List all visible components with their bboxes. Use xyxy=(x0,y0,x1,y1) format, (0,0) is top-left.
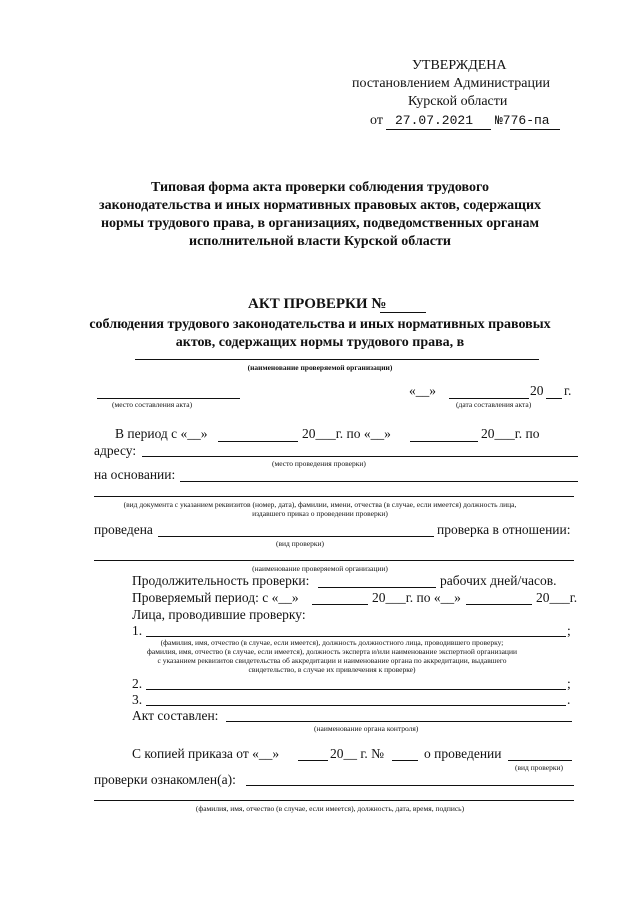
person1-line xyxy=(146,636,566,637)
person1-number: 1. xyxy=(132,623,143,638)
person3-line xyxy=(146,705,566,706)
period-from-month-line xyxy=(218,441,298,442)
person3-number: 3. xyxy=(132,692,143,707)
approval-line2: Курской области xyxy=(408,94,508,109)
persons-caption3: с указанием реквизитов свидетельства об аккредитации и наименование органа по аккредитации, выдавшего xyxy=(157,656,507,665)
persons-caption2: фамилия, имя, отчество (в случае, если имеется), должность эксперта и/или наименование экспертной организации xyxy=(147,647,517,656)
approval-from: от xyxy=(370,113,383,128)
approval-line1: постановлением Администрации xyxy=(352,76,550,91)
period-year1: 20___г. по «__» xyxy=(302,426,391,441)
person2-line xyxy=(146,689,566,690)
compiled-caption: (наименование органа контроля) xyxy=(314,724,419,733)
copy-year: 20__ г. № xyxy=(330,746,385,761)
date-caption: (дата составления акта) xyxy=(456,400,532,409)
act-number-line xyxy=(380,312,426,313)
check-type-caption: (вид проверки) xyxy=(276,539,324,548)
approval-title: УТВЕРЖДЕНА xyxy=(412,58,507,73)
heading-line4: исполнительной власти Курской области xyxy=(189,234,451,249)
check-type-line xyxy=(158,536,434,537)
conducted-right: проверка в отношении: xyxy=(437,522,571,537)
heading-line3: нормы трудового права, в организациях, подведомственных органам xyxy=(100,216,540,231)
approval-number: №776-па xyxy=(495,113,550,128)
person2-number: 2. xyxy=(132,676,143,691)
conducted-label: проведена xyxy=(94,522,153,537)
copy-person-line1 xyxy=(246,785,574,786)
copy-about: о проведении xyxy=(424,746,502,761)
address-line xyxy=(142,456,578,457)
heading-line1: Типовая форма акта проверки соблюдения трудового xyxy=(150,180,490,195)
org-caption: (наименование проверяемой организации) xyxy=(247,363,393,372)
copy-type-line xyxy=(508,760,572,761)
duration-label: Продолжительность проверки: xyxy=(132,573,310,588)
checked-org-caption: (наименование проверяемой организации) xyxy=(252,564,388,573)
person2-semicolon: ; xyxy=(567,676,571,691)
checked-org-line xyxy=(94,560,574,561)
date-quote: «__» xyxy=(409,383,436,398)
basis-caption2: издавшего приказ о проведении проверки) xyxy=(252,509,388,518)
act-sub2: актов, содержащих нормы трудового права, в xyxy=(175,335,465,350)
persons-label: Лица, проводившие проверку: xyxy=(132,607,306,622)
period-to-month-line xyxy=(410,441,478,442)
checked-period-end: 20___г. xyxy=(536,590,578,605)
approval-date-line xyxy=(386,129,491,130)
person1-semicolon: ; xyxy=(567,623,571,638)
date-year-line xyxy=(546,398,562,399)
act-title: АКТ ПРОВЕРКИ № xyxy=(248,296,387,312)
persons-caption4: свидетельство, в случае их привлечения к проверке) xyxy=(248,665,416,674)
date-year: 20 xyxy=(530,383,544,398)
period-from: В период с «__» xyxy=(115,426,208,441)
basis-caption1: (вид документа с указанием реквизитов (номер, дата), фамилии, имени, отчества (в случае, если имеется) должность лица, xyxy=(123,500,517,509)
checked-period-label: Проверяемый период: с «__» xyxy=(132,590,299,605)
address-caption: (место проведения проверки) xyxy=(272,459,366,468)
checked-period-mid: 20___г. по «__» xyxy=(372,590,461,605)
period-year2: 20___г. по xyxy=(481,426,540,441)
heading-line2: законодательства и иных нормативных правовых актов, содержащих xyxy=(98,198,542,213)
copy-person-caption: (фамилия, имя, отчество (в случае, если имеется), должность, дата, время, подпись) xyxy=(195,804,465,813)
place-caption: (место составления акта) xyxy=(112,400,193,409)
approval-date: 27.07.2021 xyxy=(395,113,474,128)
checked-period-from-line xyxy=(312,604,368,605)
place-line xyxy=(97,398,240,399)
duration-line xyxy=(318,587,436,588)
copy-person-line2 xyxy=(94,800,574,801)
basis-line1 xyxy=(180,481,578,482)
copy-label: С копией приказа от «__» xyxy=(132,746,280,761)
address-label: адресу: xyxy=(94,443,137,458)
persons-caption1: (фамилия, имя, отчество (в случае, если имеется), должность должностного лица, проводившего проверку; xyxy=(160,638,504,647)
duration-unit: рабочих дней/часов. xyxy=(440,573,557,588)
compiled-line xyxy=(226,721,572,722)
basis-label: на основании: xyxy=(94,467,176,482)
person3-dot: . xyxy=(567,692,571,707)
act-sub1: соблюдения трудового законодательства и иных нормативных правовых xyxy=(89,317,551,332)
approval-number-line xyxy=(510,129,560,130)
basis-line2 xyxy=(94,496,574,497)
date-month-line xyxy=(449,398,529,399)
copy-month-line xyxy=(298,760,328,761)
checked-period-to-line xyxy=(466,604,532,605)
copy-line2: проверки ознакомлен(а): xyxy=(94,772,236,787)
copy-number-line xyxy=(392,760,418,761)
org-line xyxy=(135,359,539,360)
compiled-label: Акт составлен: xyxy=(132,708,219,723)
date-g: г. xyxy=(564,383,572,398)
copy-type-caption: (вид проверки) xyxy=(515,763,563,772)
